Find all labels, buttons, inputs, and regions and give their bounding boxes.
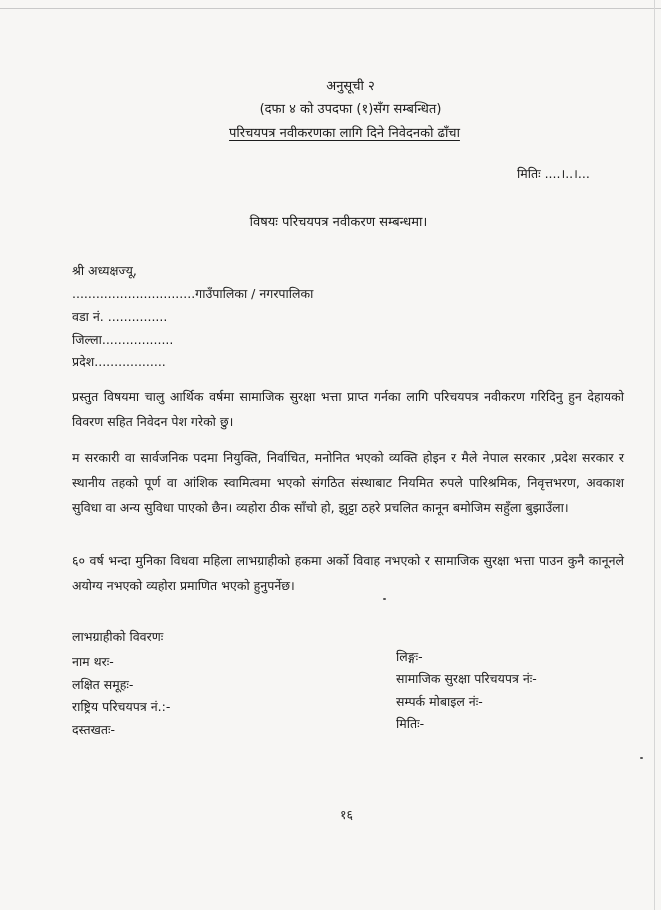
ward-line: वडा नं. ............... <box>72 309 168 324</box>
page-number: १६ <box>340 807 354 822</box>
subject-line: विषयः परिचयपत्र नवीकरण सम्बन्धमा। <box>249 215 428 230</box>
field-national-id: राष्ट्रिय परिचयपत्र नं.:- <box>72 699 171 714</box>
field-social-security-id: सामाजिक सुरक्षा परिचयपत्र नंः- <box>396 671 537 686</box>
field-gender: लिङ्गः- <box>396 649 423 664</box>
field-mobile: सम्पर्क मोबाइल नंः- <box>396 694 483 709</box>
district-line: जिल्ला.................. <box>72 332 174 347</box>
field-target-group: लक्षित समूहः- <box>72 677 134 692</box>
clause-reference: (दफा ४ को उपदफा (१)सँग सम्बन्धित) <box>259 102 442 117</box>
form-title: परिचयपत्र नवीकरणका लागि दिने निवेदनको ढाँचा <box>229 126 460 141</box>
scan-edge-top <box>0 8 661 9</box>
province-line: प्रदेश.................. <box>72 354 166 369</box>
paragraph-widow-note: ६० वर्ष भन्दा मुनिका विधवा महिला लाभग्राहीको हकमा अर्को विवाह नभएको र सामाजिक सुरक्षा भत्ता पाउन कुनै कानूनले अयोग्य नभएको व्यहोरा प्रमाणित भएको हुनुपर्नेछ। <box>72 553 624 593</box>
schedule-label: अनुसूची २ <box>326 79 375 94</box>
salutation: श्री अध्यक्षज्यू, <box>72 263 137 278</box>
field-name: नाम थरः- <box>72 654 114 669</box>
municipality-line: ...............................गाउँपालिका / नगरपालिका <box>72 286 314 301</box>
field-date: मितिः- <box>396 716 425 731</box>
paragraph-request: प्रस्तुत विषयमा चालु आर्थिक वर्षमा सामाजिक सुरक्षा भत्ता प्राप्त गर्नका लागि परिचयपत्र नवीकरण गरिदिनु हुन देहायको विवरण सहित निवेदन पेश गरेको छु। <box>72 389 624 429</box>
field-signature: दस्तखतः- <box>72 722 116 737</box>
date-line: मितिः ....।..।... <box>517 166 590 181</box>
scan-speck <box>640 757 643 759</box>
paragraph-declaration: म सरकारी वा सार्वजनिक पदमा नियुक्ति, निर्वाचित, मनोनित भएको व्यक्ति होइन र मैले नेपाल सरकार ,प्रदेश सरकार र स्थानीय तहको पूर्ण वा आंशिक स्वामित्वमा भएको संगठित संस्थाबाट नियमित रुपले पारिश्रमिक, निवृत्तभरण, अवकाश सुविधा वा अन्य सुविधा पाएको छैन। व्यहोरा ठीक साँचो हो, झुट्टा ठहरे प्रचलित कानून बमोजिम सहुँला बुझाउँला। <box>72 450 624 515</box>
beneficiary-heading: लाभग्राहीको विवरणः <box>72 629 164 644</box>
scan-speck <box>383 598 386 600</box>
